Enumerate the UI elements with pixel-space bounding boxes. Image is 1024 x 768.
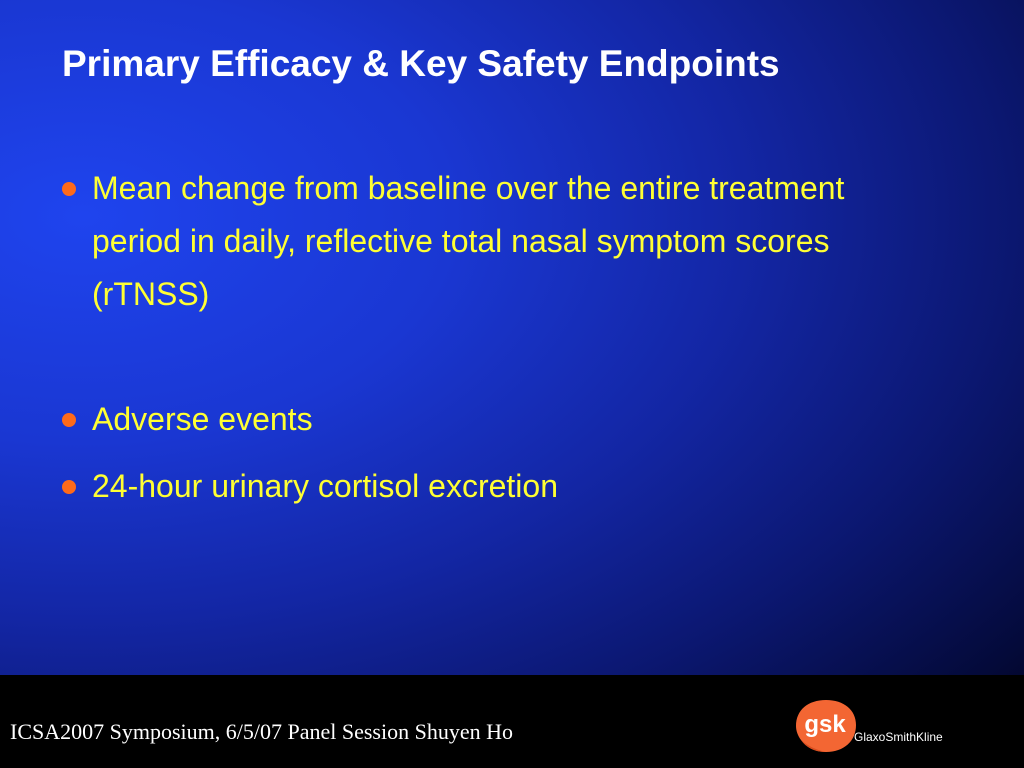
bullet-text: 24-hour urinary cortisol excretion: [92, 468, 558, 504]
gsk-logo-icon: [794, 698, 858, 754]
bullet-dot-icon: [62, 480, 76, 494]
svg-text:gsk: gsk: [804, 711, 846, 738]
footer-bar: [0, 675, 1024, 768]
bullet-text: Adverse events: [92, 401, 313, 437]
slide-title: Primary Efficacy & Key Safety Endpoints: [62, 43, 780, 84]
bullet-dot-icon: [62, 182, 76, 196]
footer-caption: ICSA2007 Symposium, 6/5/07 Panel Session Shuyen Ho: [10, 719, 513, 744]
company-name: GlaxoSmithKline: [854, 730, 943, 744]
bullet-dot-icon: [62, 413, 76, 427]
bullet-text: Mean change from baseline over the entire treatment period in daily, reflective total nasal symptom scores (rTNSS): [92, 170, 845, 312]
